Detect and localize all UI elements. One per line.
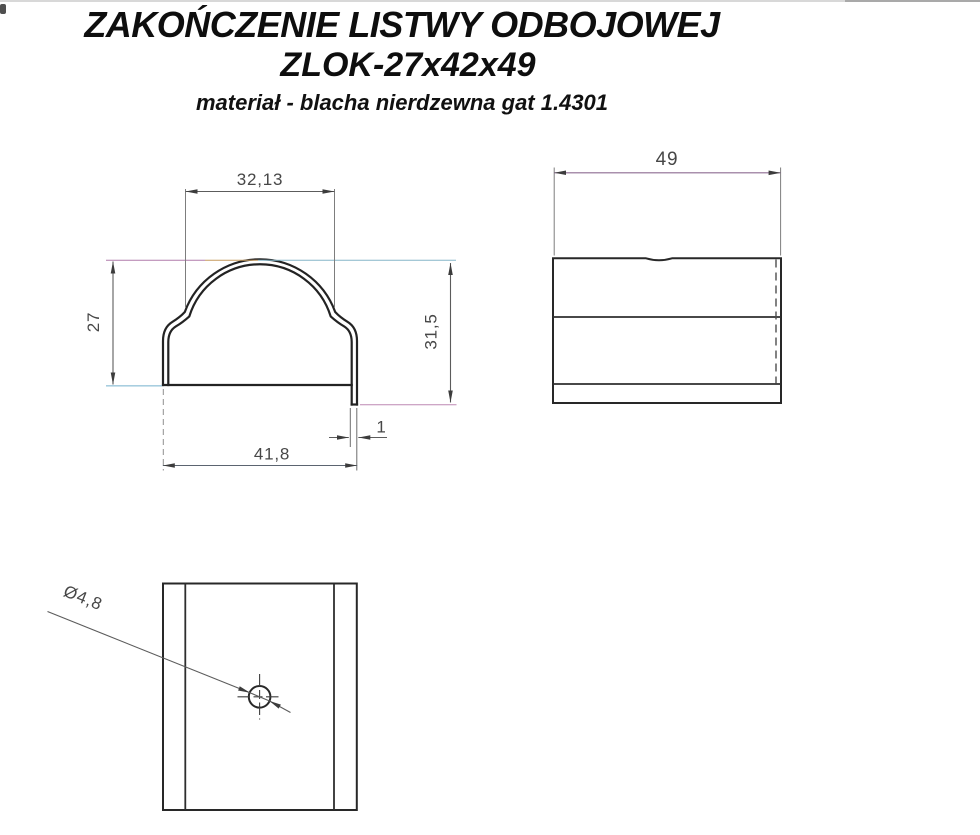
leader-tail xyxy=(269,701,290,713)
dim-right-height xyxy=(360,263,457,405)
dim-side-width xyxy=(554,149,780,256)
drawing-material: materiał - blacha nierdzewna gat 1.4301 xyxy=(195,90,609,115)
dim-lip-thickness xyxy=(329,408,387,447)
profile-outer-contour xyxy=(163,259,357,404)
dimension-value: 41,8 xyxy=(253,444,291,464)
dimension-value: 49 xyxy=(655,149,679,170)
scan-speck xyxy=(0,4,6,14)
dim-bottom-width xyxy=(163,389,357,471)
side-outline xyxy=(553,258,781,403)
dimension-value: 27 xyxy=(84,311,103,333)
dim-top-width xyxy=(186,170,335,308)
bottom-view xyxy=(48,582,357,810)
dimension-value: Ø4,8 xyxy=(60,581,106,615)
side-view xyxy=(553,149,781,403)
profile-inner-contour xyxy=(168,264,351,404)
front-view xyxy=(84,170,457,471)
title-block xyxy=(83,4,721,115)
drawing-title: ZAKOŃCZENIE LISTWY ODBOJOWEJ xyxy=(84,4,720,45)
drawing-code: ZLOK-27x42x49 xyxy=(280,46,536,84)
dimension-value: 31,5 xyxy=(421,313,441,350)
leader-line xyxy=(48,612,251,693)
dim-hole-diameter xyxy=(48,582,291,713)
dimension-value: 1 xyxy=(376,417,387,437)
dim-left-height xyxy=(84,262,162,386)
dimension-value: 32,13 xyxy=(236,170,284,189)
